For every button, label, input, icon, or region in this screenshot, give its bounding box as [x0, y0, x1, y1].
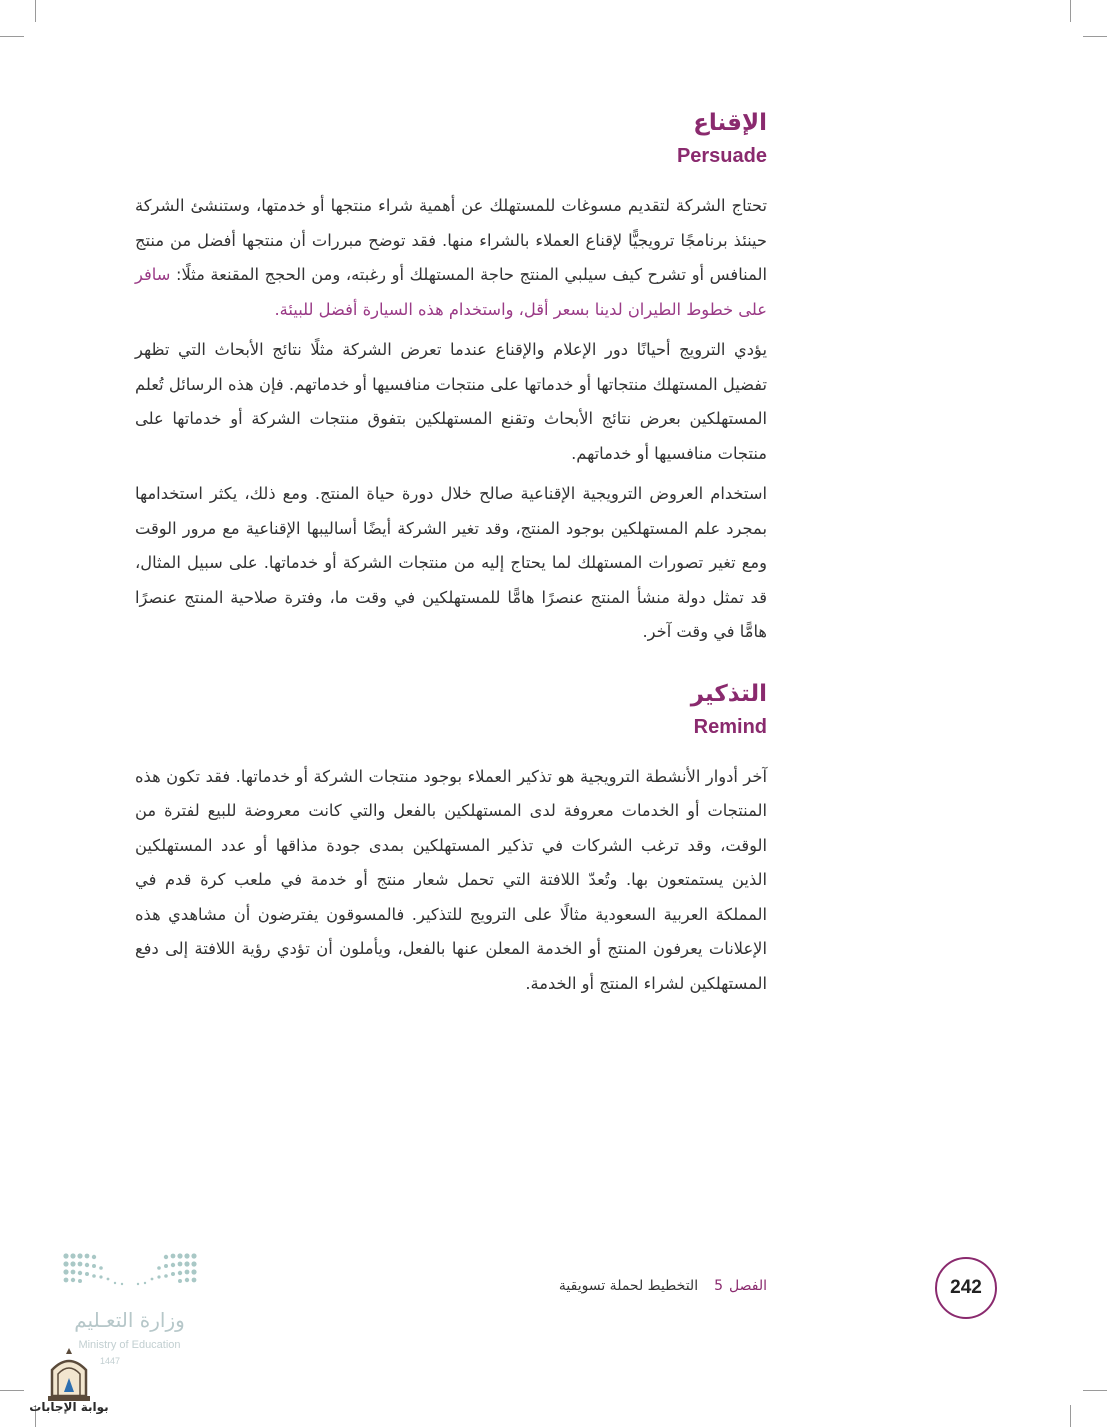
page-content: [135, 105, 767, 1007]
section-remind: [135, 676, 767, 1002]
section-heading-en: Remind: [693, 715, 767, 738]
crop-mark: [1070, 0, 1071, 22]
section-heading-ar: الإقناع: [693, 110, 767, 136]
paragraph: [135, 189, 767, 327]
chapter-number: 5: [714, 1278, 724, 1294]
paragraph-text: يؤدي الترويج أحيانًا دور الإعلام والإقناع عندما تعرض الشركة مثلًا نتائج الأبحاث التي تظهر تفضيل المستهلك منتجاتها أو خدماتها على منتجات منافسيها أو خدماتهم. فإن هذه الرسائل تُعلم المستهلكين بعرض نتائج الأبحاث وتقنع المستهلكين بتفوق منتجات الشركة أو خدماتها على منتجات منافسيها أو خدماتهم.: [135, 340, 767, 463]
crop-mark: [0, 1390, 24, 1391]
chapter-footer: [559, 1278, 767, 1294]
section-heading-en: Persuade: [676, 145, 767, 167]
ministry-year: 1447: [100, 1356, 121, 1366]
ministry-name-en: Ministry of Education: [78, 1339, 181, 1351]
paragraph: [135, 333, 767, 471]
paragraph: [135, 477, 767, 650]
page-number: [935, 1257, 997, 1319]
section-persuade: [135, 105, 767, 650]
watermark-text: بوابة الإجابات: [29, 1400, 109, 1414]
crop-mark: [35, 0, 36, 22]
crop-mark: [1083, 1390, 1107, 1391]
ministry-logo-icon: [62, 1250, 198, 1290]
section-heading-ar: التذكير: [690, 680, 767, 707]
paragraph-text: آخر أدوار الأنشطة الترويجية هو تذكير العملاء بوجود منتجات الشركة أو خدماتها. فقد تكون هذه المنتجات أو الخدمات معروفة لدى المستهلكين بالفعل والتي كانت معروضة للبيع لفترة من الوقت، وقد ترغب الشركات في تذكير المستهلكين بمدى جودة مذاقها أو عدد المستهلكين الذين يستمتعون بها. وتُعدّ اللافتة التي تحمل شعار منتج أو خدمة في ملعب كرة قدم في المملكة العربية السعودية مثالًا على الترويج للتذكير. فالمسوقون يفترضون أن مشاهدي هذه الإعلانات يعرفون المنتج أو الخدمة المعلن عنها بالفعل، ويأملون أن تؤدي رؤية اللافتة إلى دفع المستهلكين لشراء المنتج أو الخدمة.: [135, 766, 767, 993]
crop-mark: [1083, 36, 1107, 37]
chapter-title: التخطيط لحملة تسويقية: [558, 1278, 699, 1294]
paragraph-text: استخدام العروض الترويجية الإقناعية صالح خلال دورة حياة المنتج. ومع ذلك، يكثر استخدامها بمجرد علم المستهلكين بوجود المنتج، وقد تغير الشركة أيضًا أساليبها الإقناعية مع مرور الوقت ومع تغير تصورات المستهلك لما يحتاج إليه من منتجات الشركة أو خدماتها. على سبيل المثال، قد تمثل دولة منشأ المنتج عنصرًا هامًّا للمستهلكين في وقت ما، وفترة صلاحية المنتج عنصرًا هامًّا في وقت آخر.: [135, 484, 767, 641]
chapter-label: الفصل: [729, 1278, 767, 1294]
crop-mark: [1070, 1405, 1071, 1427]
page-number-text: 242: [950, 1277, 982, 1298]
example-highlight: سافر على خطوط الطيران لدينا بسعر أقل، واستخدام هذه السيارة أفضل للبيئة.: [135, 265, 767, 319]
paragraph: [135, 760, 767, 1002]
ministry-name-ar: وزارة التعـليم: [74, 1308, 185, 1332]
paragraph-text: تحتاج الشركة لتقديم مسوغات للمستهلك عن أهمية شراء منتجها أو خدمتها، وستنشئ الشركة حينئذ برنامجًا ترويجيًّا لإقناع العملاء بالشراء منها. فقد توضح مبررات أن منتجها أفضل من منتج المنافس أو تشرح كيف سيلبي المنتج حاجة المستهلك أو رغبته، ومن الحجج المقنعة مثلًا:: [135, 196, 767, 284]
crop-mark: [0, 36, 24, 37]
